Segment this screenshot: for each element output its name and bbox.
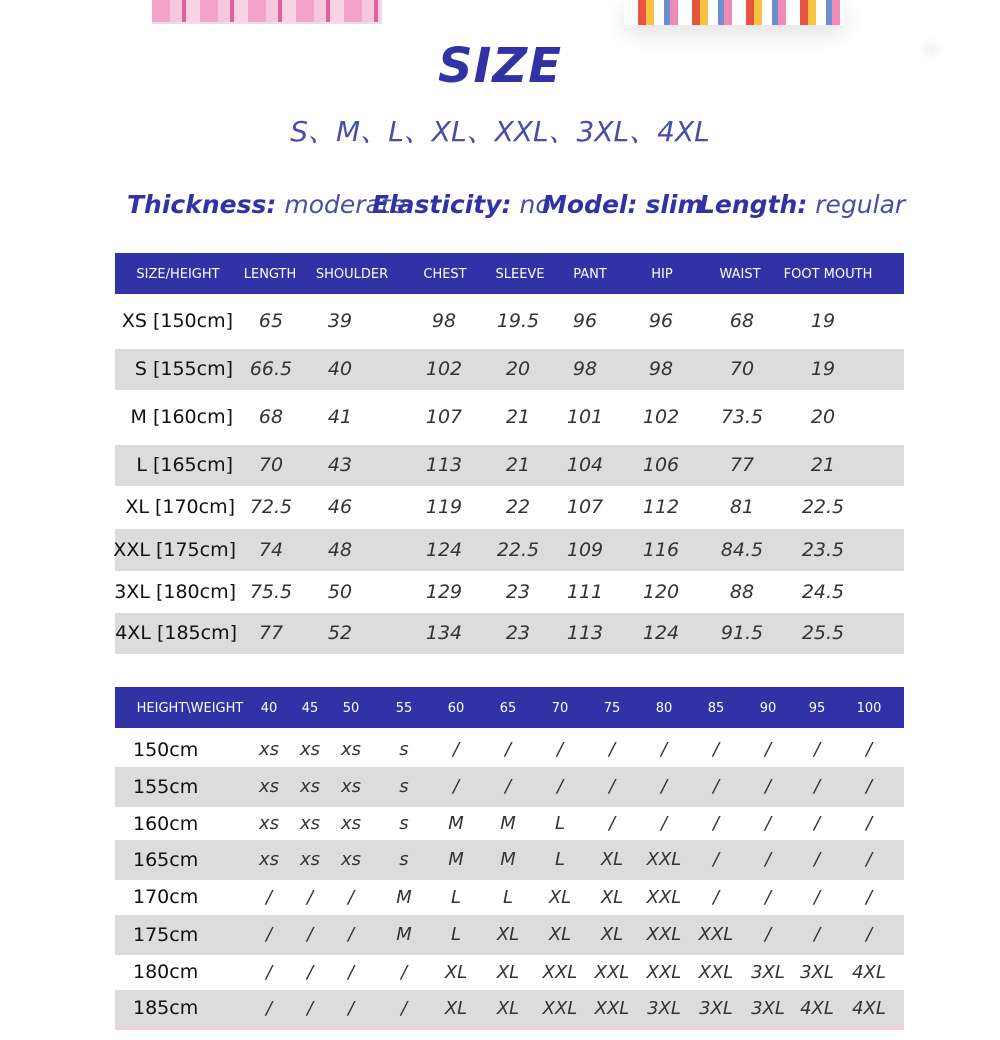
table-cell: / bbox=[712, 887, 720, 908]
table-cell: 52 bbox=[327, 622, 353, 644]
size-label: 4XL [185cm] bbox=[115, 622, 237, 644]
height-weight-table bbox=[115, 687, 904, 1027]
property-label: Elasticity: bbox=[372, 190, 512, 219]
table-cell: 98 bbox=[431, 310, 457, 332]
table-cell: / bbox=[865, 887, 873, 908]
table-row bbox=[115, 840, 904, 880]
table-cell: / bbox=[306, 924, 314, 945]
table-cell: / bbox=[347, 962, 355, 983]
table-cell: 77 bbox=[258, 622, 284, 644]
weight-table-header bbox=[115, 687, 904, 728]
table-cell: 88 bbox=[729, 581, 755, 603]
column-header: LENGTH bbox=[243, 267, 297, 282]
table-cell: / bbox=[865, 924, 873, 945]
table-cell: xs bbox=[299, 813, 321, 834]
table-cell: xs bbox=[258, 813, 280, 834]
height-label: 180cm bbox=[133, 961, 199, 983]
table-cell: XXL bbox=[698, 962, 734, 983]
table-cell: / bbox=[347, 924, 355, 945]
table-row bbox=[115, 880, 904, 915]
table-cell: 107 bbox=[566, 496, 604, 518]
table-row bbox=[115, 990, 904, 1027]
table-cell: / bbox=[347, 998, 355, 1019]
weight-header: 100 bbox=[856, 701, 882, 716]
table-cell: 109 bbox=[566, 539, 604, 561]
table-cell: / bbox=[712, 739, 720, 760]
table-cell: M bbox=[500, 849, 516, 870]
size-label: L [165cm] bbox=[136, 454, 233, 476]
table-cell: 102 bbox=[642, 406, 680, 428]
table-cell: / bbox=[452, 739, 460, 760]
table-cell: 21 bbox=[810, 454, 836, 476]
table-cell: / bbox=[265, 887, 273, 908]
size-list: S、M、L、XL、XXL、3XL、4XL bbox=[290, 115, 710, 148]
table-cell: XXL bbox=[646, 924, 682, 945]
column-header: SIZE/HEIGHT bbox=[136, 267, 220, 282]
table-cell: 96 bbox=[572, 310, 598, 332]
table-cell: / bbox=[347, 887, 355, 908]
table-cell: 3XL bbox=[699, 998, 733, 1019]
height-label: 160cm bbox=[133, 813, 199, 835]
product-photo-right bbox=[624, 0, 844, 25]
table-row bbox=[115, 915, 904, 955]
table-cell: XL bbox=[600, 887, 624, 908]
table-cell: 4XL bbox=[800, 998, 834, 1019]
table-cell: XXL bbox=[594, 998, 630, 1019]
table-cell: 106 bbox=[642, 454, 680, 476]
table-cell: 72.5 bbox=[249, 496, 293, 518]
table-cell: 68 bbox=[729, 310, 755, 332]
table-cell: 102 bbox=[425, 358, 463, 380]
table-cell: xs bbox=[299, 739, 321, 760]
property-value: moderate bbox=[284, 190, 407, 219]
table-cell: 129 bbox=[425, 581, 463, 603]
table-cell: / bbox=[608, 776, 616, 797]
table-row bbox=[115, 349, 904, 390]
table-cell: XXL bbox=[646, 962, 682, 983]
table-cell: 20 bbox=[810, 406, 836, 428]
table-cell: M bbox=[448, 849, 464, 870]
weight-header: 95 bbox=[808, 701, 826, 716]
table-cell: 101 bbox=[566, 406, 604, 428]
table-cell: XL bbox=[496, 998, 520, 1019]
table-cell: XXL bbox=[594, 962, 630, 983]
table-cell: / bbox=[813, 924, 821, 945]
height-label: 185cm bbox=[133, 997, 199, 1019]
table-cell: 39 bbox=[327, 310, 353, 332]
table-cell: 96 bbox=[648, 310, 674, 332]
table-cell: XL bbox=[548, 924, 572, 945]
table-cell: 116 bbox=[642, 539, 680, 561]
table-cell: / bbox=[452, 776, 460, 797]
size-label: S [155cm] bbox=[134, 358, 233, 380]
size-label: M [160cm] bbox=[130, 406, 233, 428]
table-cell: / bbox=[764, 849, 772, 870]
property-label: Model: bbox=[542, 190, 638, 219]
table-cell: 22.5 bbox=[496, 539, 540, 561]
table-cell: M bbox=[396, 887, 412, 908]
table-cell: 119 bbox=[425, 496, 463, 518]
weight-header: 75 bbox=[603, 701, 621, 716]
table-cell: L bbox=[502, 887, 514, 908]
table-cell: xs bbox=[258, 849, 280, 870]
size-label: XS [150cm] bbox=[121, 310, 233, 332]
table-cell: 111 bbox=[566, 581, 604, 603]
table-cell: XXL bbox=[646, 887, 682, 908]
table-cell: 43 bbox=[327, 454, 353, 476]
table-cell: 20 bbox=[505, 358, 531, 380]
height-label: 165cm bbox=[133, 849, 199, 871]
table-cell: xs bbox=[299, 776, 321, 797]
table-cell: 74 bbox=[258, 539, 284, 561]
table-cell: s bbox=[399, 813, 409, 834]
table-cell: 46 bbox=[327, 496, 353, 518]
table-cell: s bbox=[399, 776, 409, 797]
table-cell: / bbox=[504, 739, 512, 760]
table-cell: 24.5 bbox=[801, 581, 845, 603]
table-cell: XXL bbox=[698, 924, 734, 945]
table-cell: / bbox=[764, 887, 772, 908]
table-cell: XXL bbox=[542, 998, 578, 1019]
table-cell: / bbox=[660, 739, 668, 760]
table-cell: 23 bbox=[505, 581, 531, 603]
weight-header: 85 bbox=[707, 701, 725, 716]
weight-header: 40 bbox=[260, 701, 278, 716]
size-label: XL [170cm] bbox=[125, 496, 235, 518]
table-cell: 23.5 bbox=[801, 539, 845, 561]
property-elasticity bbox=[372, 190, 551, 219]
table-cell: 77 bbox=[729, 454, 755, 476]
height-label: 150cm bbox=[133, 739, 199, 761]
table-cell: 19.5 bbox=[496, 310, 540, 332]
table-cell: / bbox=[660, 813, 668, 834]
weight-header: 65 bbox=[499, 701, 517, 716]
table-cell: 84.5 bbox=[720, 539, 764, 561]
table-cell: / bbox=[712, 849, 720, 870]
table-cell: L bbox=[554, 849, 566, 870]
table-cell: 70 bbox=[729, 358, 755, 380]
table-cell: 98 bbox=[572, 358, 598, 380]
table-cell: XL bbox=[444, 998, 468, 1019]
table-cell: / bbox=[504, 776, 512, 797]
table-cell: 40 bbox=[327, 358, 353, 380]
table-cell: / bbox=[265, 924, 273, 945]
table-cell: 113 bbox=[566, 622, 604, 644]
column-header: HIP bbox=[651, 267, 673, 282]
table-cell: 124 bbox=[642, 622, 680, 644]
table-row bbox=[115, 733, 904, 767]
table-cell: 3XL bbox=[647, 998, 681, 1019]
table-cell: XXL bbox=[542, 962, 578, 983]
table-cell: 107 bbox=[425, 406, 463, 428]
table-cell: / bbox=[764, 776, 772, 797]
table-cell: / bbox=[865, 776, 873, 797]
table-cell: M bbox=[448, 813, 464, 834]
weight-header: 50 bbox=[342, 701, 360, 716]
table-cell: / bbox=[813, 739, 821, 760]
table-cell: / bbox=[608, 813, 616, 834]
table-cell: 98 bbox=[648, 358, 674, 380]
height-label: 170cm bbox=[133, 886, 199, 908]
table-cell: / bbox=[265, 998, 273, 1019]
table-cell: / bbox=[712, 813, 720, 834]
table-cell: 91.5 bbox=[720, 622, 764, 644]
table-cell: xs bbox=[340, 776, 362, 797]
weight-header: 60 bbox=[447, 701, 465, 716]
table-cell: / bbox=[306, 887, 314, 908]
table-cell: / bbox=[865, 739, 873, 760]
table-cell: / bbox=[813, 776, 821, 797]
property-label: Length: bbox=[699, 190, 808, 219]
size-table-header bbox=[115, 253, 904, 294]
table-cell: / bbox=[813, 813, 821, 834]
column-header: SHOULDER bbox=[315, 267, 389, 282]
table-cell: 124 bbox=[425, 539, 463, 561]
table-cell: s bbox=[399, 849, 409, 870]
table-cell: 3XL bbox=[800, 962, 834, 983]
table-cell: / bbox=[400, 998, 408, 1019]
table-cell: / bbox=[764, 924, 772, 945]
table-row bbox=[115, 294, 904, 349]
column-header: WAIST bbox=[719, 267, 761, 282]
table-cell: XL bbox=[600, 849, 624, 870]
table-cell: L bbox=[450, 887, 462, 908]
table-cell: 68 bbox=[258, 406, 284, 428]
weight-header: 45 bbox=[301, 701, 319, 716]
table-row bbox=[115, 486, 904, 529]
size-title: SIZE bbox=[437, 38, 563, 94]
table-cell: / bbox=[813, 849, 821, 870]
table-cell: 4XL bbox=[852, 962, 886, 983]
table-cell: 4XL bbox=[852, 998, 886, 1019]
weight-header: 90 bbox=[759, 701, 777, 716]
table-cell: XL bbox=[496, 924, 520, 945]
table-cell: 41 bbox=[327, 406, 353, 428]
table-cell: / bbox=[608, 739, 616, 760]
table-cell: 120 bbox=[642, 581, 680, 603]
table-cell: xs bbox=[340, 739, 362, 760]
table-cell: 73.5 bbox=[720, 406, 764, 428]
table-cell: L bbox=[554, 813, 566, 834]
table-cell: / bbox=[764, 813, 772, 834]
height-label: 175cm bbox=[133, 924, 199, 946]
table-cell: 21 bbox=[505, 454, 531, 476]
table-row bbox=[115, 808, 904, 840]
property-model bbox=[542, 190, 704, 219]
table-cell: xs bbox=[299, 849, 321, 870]
table-cell: / bbox=[306, 962, 314, 983]
table-cell: M bbox=[396, 924, 412, 945]
table-cell: xs bbox=[258, 776, 280, 797]
table-cell: 19 bbox=[810, 310, 836, 332]
table-cell: / bbox=[556, 776, 564, 797]
table-cell: 19 bbox=[810, 358, 836, 380]
table-cell: / bbox=[865, 813, 873, 834]
table-cell: 21 bbox=[505, 406, 531, 428]
property-label: Thickness: bbox=[127, 190, 277, 219]
table-row bbox=[115, 445, 904, 486]
table-cell: s bbox=[399, 739, 409, 760]
table-cell: 65 bbox=[258, 310, 284, 332]
table-cell: 66.5 bbox=[249, 358, 293, 380]
size-label: XXL [175cm] bbox=[113, 539, 236, 561]
table-cell: / bbox=[813, 887, 821, 908]
size-chart-table bbox=[115, 253, 904, 654]
table-row bbox=[115, 955, 904, 990]
height-label: 155cm bbox=[133, 776, 199, 798]
table-cell: 3XL bbox=[751, 962, 785, 983]
table-cell: xs bbox=[258, 739, 280, 760]
table-cell: XL bbox=[548, 887, 572, 908]
table-cell: 22.5 bbox=[801, 496, 845, 518]
property-thickness bbox=[127, 190, 406, 219]
column-header: CHEST bbox=[423, 267, 467, 282]
table-cell: 104 bbox=[566, 454, 604, 476]
table-cell: M bbox=[500, 813, 516, 834]
table-cell: 81 bbox=[729, 496, 755, 518]
weight-header: 70 bbox=[551, 701, 569, 716]
table-cell: / bbox=[265, 962, 273, 983]
size-label: 3XL [180cm] bbox=[114, 581, 236, 603]
table-cell: 3XL bbox=[751, 998, 785, 1019]
table-cell: 48 bbox=[327, 539, 353, 561]
table-cell: XL bbox=[496, 962, 520, 983]
table-cell: xs bbox=[340, 849, 362, 870]
property-value: regular bbox=[815, 190, 906, 219]
column-header: SLEEVE bbox=[495, 267, 545, 282]
table-cell: XL bbox=[444, 962, 468, 983]
table-cell: 25.5 bbox=[801, 622, 845, 644]
bottom-divider bbox=[115, 1027, 904, 1030]
table-row bbox=[115, 767, 904, 807]
table-cell: / bbox=[865, 849, 873, 870]
weight-header: 80 bbox=[655, 701, 673, 716]
table-cell: / bbox=[306, 998, 314, 1019]
table-cell: 75.5 bbox=[249, 581, 293, 603]
column-header: FOOT MOUTH bbox=[783, 267, 873, 282]
table-cell: 113 bbox=[425, 454, 463, 476]
table-row bbox=[115, 571, 904, 613]
property-value: no bbox=[519, 190, 551, 219]
table-row bbox=[115, 613, 904, 654]
table-cell: / bbox=[712, 776, 720, 797]
table-cell: / bbox=[660, 776, 668, 797]
table-cell: / bbox=[400, 962, 408, 983]
table-cell: / bbox=[764, 739, 772, 760]
table-cell: XXL bbox=[646, 849, 682, 870]
column-header: PANT bbox=[573, 267, 607, 282]
table-cell: 70 bbox=[258, 454, 284, 476]
table-cell: XL bbox=[600, 924, 624, 945]
corner-header: HEIGHT\WEIGHT bbox=[136, 701, 244, 716]
table-cell: 23 bbox=[505, 622, 531, 644]
table-cell: / bbox=[556, 739, 564, 760]
weight-header: 55 bbox=[395, 701, 413, 716]
table-cell: L bbox=[450, 924, 462, 945]
table-cell: 22 bbox=[505, 496, 531, 518]
table-cell: xs bbox=[340, 813, 362, 834]
property-length bbox=[699, 190, 905, 219]
table-row bbox=[115, 529, 904, 571]
table-cell: 112 bbox=[642, 496, 680, 518]
table-cell: 134 bbox=[425, 622, 463, 644]
product-photo-left bbox=[152, 0, 382, 24]
property-value: slim bbox=[645, 190, 704, 219]
table-cell: 50 bbox=[327, 581, 353, 603]
table-row bbox=[115, 390, 904, 445]
